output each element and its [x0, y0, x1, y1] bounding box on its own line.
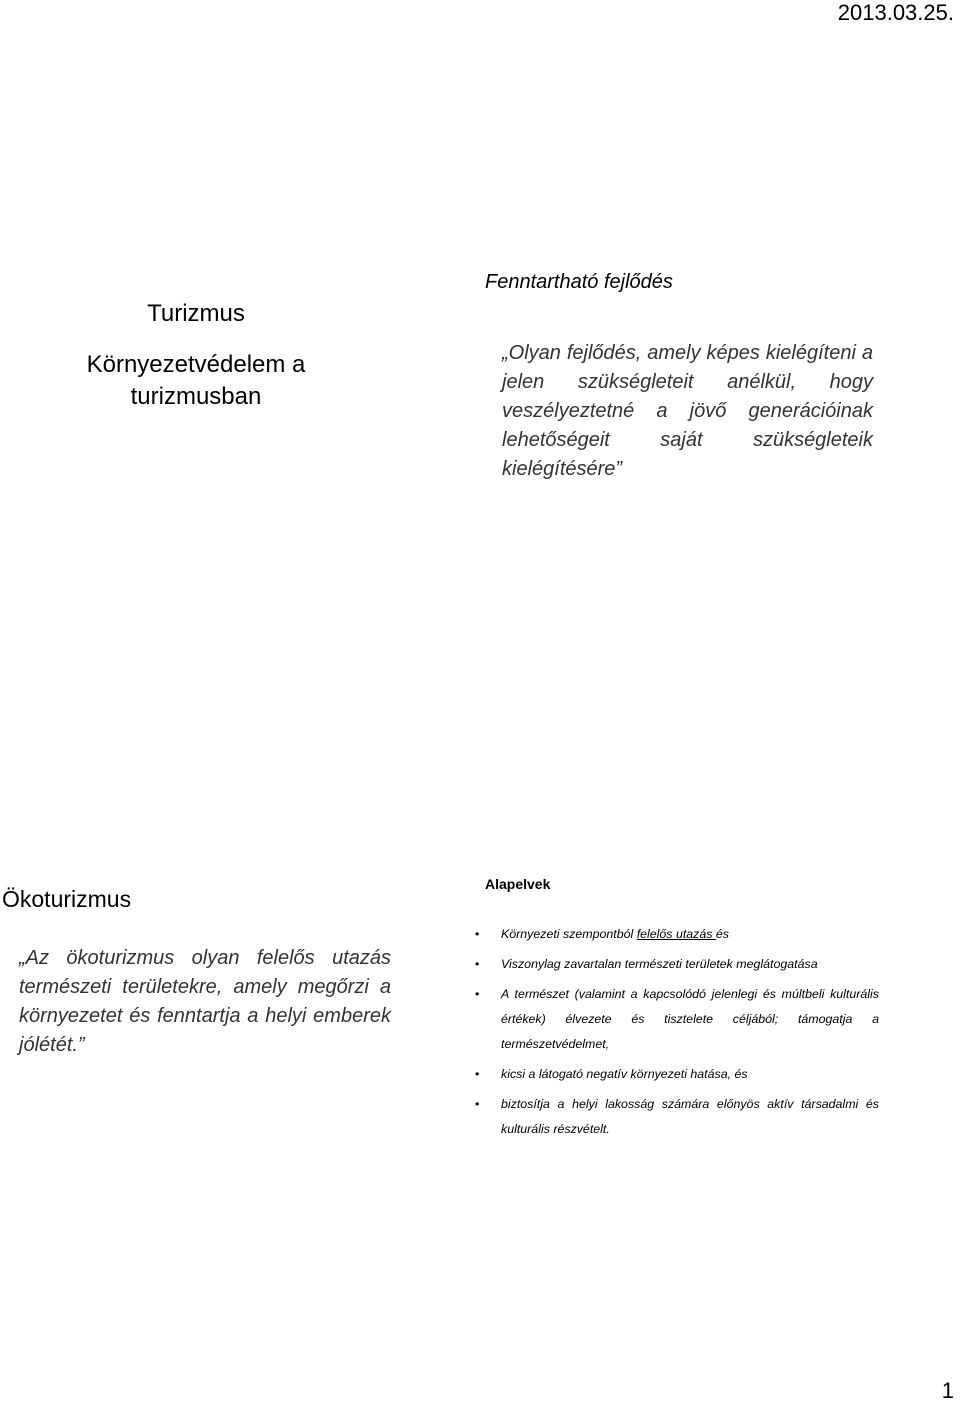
list-item-text: kicsi a látogató negatív környezeti hatása, és — [501, 1067, 748, 1081]
list-item — [475, 1062, 879, 1087]
slide-1-subtitle: Környezetvédelem a turizmusban — [86, 351, 306, 410]
list-item — [475, 922, 879, 947]
slide-4-title: Alapelvek — [485, 876, 551, 892]
bullet-icon: • — [475, 1097, 480, 1111]
bullet-icon: • — [475, 1067, 480, 1081]
bullet-icon: • — [475, 957, 480, 971]
bullet-icon: • — [475, 987, 480, 1001]
list-item-text: A természet (valamint a kapcsolódó jelenlegi és múltbeli kulturális értékek) élvezete és tisztelete céljából; támogatja a természetvédelmet, — [501, 987, 879, 1051]
list-item-text: Viszonylag zavartalan természeti területek meglátogatása — [501, 957, 818, 971]
slide-2-title: Fenntartható fejlődés — [485, 271, 673, 293]
list-item — [475, 982, 879, 1057]
date-header: 2013.03.25. — [837, 0, 954, 25]
slide-1-title: Turizmus — [147, 300, 245, 327]
list-item — [475, 1092, 879, 1142]
slide-1 — [40, 298, 352, 413]
underlined-text: felelős utazás — [636, 927, 716, 941]
slide-3-quote: „Az ökoturizmus olyan felelős utazás természeti területekre, amely megőrzi a környezetet és fenntartja a helyi emberek jólétét.” — [19, 947, 391, 1056]
bullet-icon: • — [475, 927, 480, 941]
list-item — [475, 952, 879, 977]
list-item-text: Környezeti szempontból — [501, 927, 637, 941]
slide-2-quote: „Olyan fejlődés, amely képes kielégíteni a jelen szükségleteit anélkül, hogy veszélyeztetné a jövő generációinak lehetőségeit saját szükségleteik kielégítésére” — [502, 342, 873, 480]
page-number: 1 — [941, 1378, 954, 1403]
slide-3-title: Ökoturizmus — [2, 886, 132, 912]
list-item-text: biztosítja a helyi lakosság számára előnyös aktív társadalmi és kulturális részvételt. — [501, 1097, 879, 1136]
principles-list — [475, 922, 879, 1147]
list-item-text: és — [715, 927, 729, 941]
